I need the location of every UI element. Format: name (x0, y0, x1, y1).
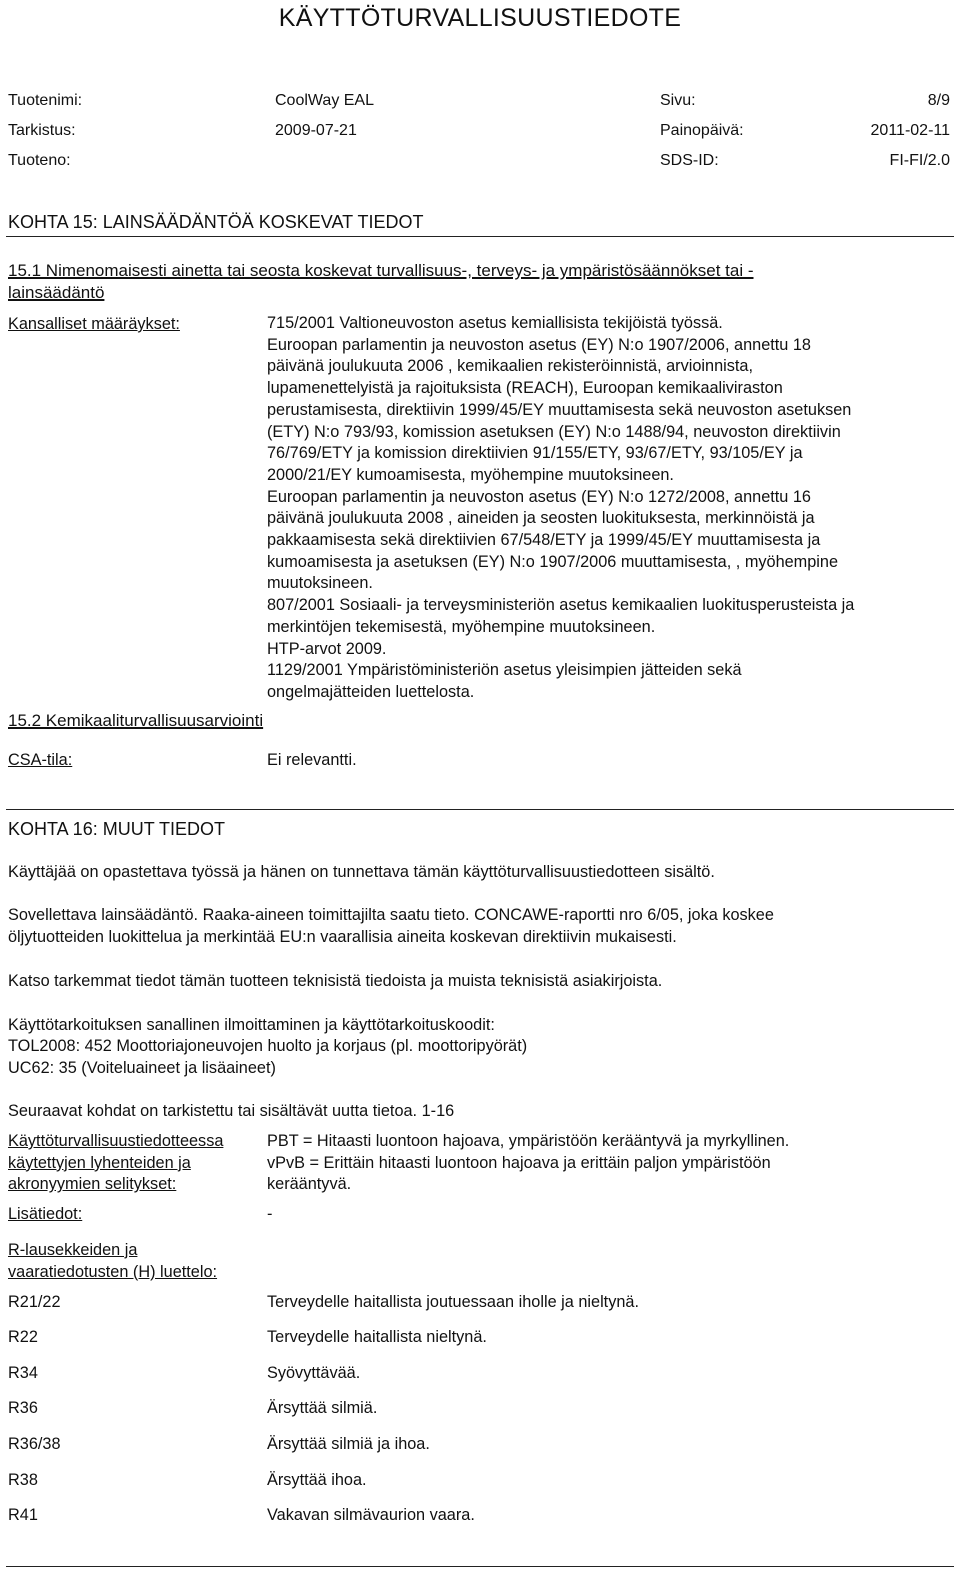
r-phrase-text: Terveydelle haitallista joutuessaan iholle ja nieltynä. (267, 1293, 639, 1311)
section-15-title: KOHTA 15: LAINSÄÄDÄNTÖÄ KOSKEVAT TIEDOT (8, 212, 424, 232)
text-line: (ETY) N:o 793/93, komission asetuksen (EY) N:o 1488/94, neuvoston direktiivin (267, 422, 841, 441)
text-line: kumoamisesta ja asetuksen (EY) N:o 1907/2006 muuttamisesta, , myöhempine (267, 552, 839, 571)
text-line: HTP-arvot 2009. (267, 639, 387, 658)
label-line: R-lausekkeiden ja (8, 1241, 138, 1259)
r-phrase-code: R34 (8, 1364, 38, 1382)
document-title: KÄYTTÖTURVALLISUUSTIEDOTE (278, 4, 682, 32)
paragraph-line: Sovellettava lainsäädäntö. Raaka-aineen toimittajilta saatu tieto. CONCAWE-raportti nro 6/05, joka koskee (8, 906, 774, 924)
text-line: 1129/2001 Ympäristöministeriön asetus yleisimpien jätteiden sekä (267, 661, 742, 680)
text-line: päivänä joulukuuta 2006 , kemikaalien rekisteröinnistä, arvioinnista, (267, 357, 754, 376)
section-16-title: KOHTA 16: MUUT TIEDOT (8, 819, 226, 839)
page-number: 8/9 (927, 92, 950, 109)
text-line: pakkaamisesta sekä direktiivien 67/548/ETY ja 1999/45/EY muuttamisesta ja (267, 531, 821, 550)
revision-date: 2009-07-21 (275, 122, 357, 139)
text-line: lupamenettelyistä ja rajoituksista (REACH), Euroopan kemikaaliviraston (267, 379, 783, 398)
label-line: käytettyjen lyhenteiden ja (8, 1153, 191, 1172)
abbreviations-text (267, 1131, 789, 1196)
additional-info-label: Lisätiedot: (8, 1205, 83, 1223)
r-phrase-text: Terveydelle haitallista nieltynä. (267, 1328, 487, 1346)
revision-label: Tarkistus: (8, 122, 76, 139)
paragraph-line: TOL2008: 452 Moottoriajoneuvojen huolto ja korjaus (pl. moottoripyörät) (8, 1037, 528, 1055)
r-phrase-code: R36/38 (8, 1435, 61, 1453)
r-phrase-text: Ärsyttää ihoa. (267, 1471, 367, 1489)
paragraph-line: Käyttötarkoituksen sanallinen ilmoittaminen ja käyttötarkoituskoodit: (8, 1016, 495, 1034)
product-name-label: Tuotenimi: (8, 92, 83, 109)
text-line: merkintöjen tekemisestä, myöhempine muutoksineen. (267, 617, 656, 636)
r-phrase-text: Ärsyttää silmiä. (267, 1399, 378, 1417)
paragraph: Seuraavat kohdat on tarkistettu tai sisältävät uutta tietoa. 1-16 (8, 1102, 455, 1120)
product-number-label: Tuoteno: (8, 152, 71, 169)
text-line: vPvB = Erittäin hitaasti luontoon hajoava ja erittäin paljon ympäristöön (267, 1153, 771, 1172)
csa-value: Ei relevantti. (267, 751, 357, 769)
text-line: ongelmajätteiden luettelosta. (267, 682, 475, 701)
text-line: päivänä joulukuuta 2008 , aineiden ja seosten luokituksesta, merkinnöistä ja (267, 509, 815, 528)
label-line: akronyymien selitykset: (8, 1175, 177, 1194)
paragraph: Katso tarkemmat tiedot tämän tuotteen teknisistä tiedoista ja muista teknisistä asiakirjoista. (8, 972, 663, 990)
text-line: muutoksineen. (267, 574, 373, 593)
abbreviations-label (8, 1131, 223, 1196)
csa-label: CSA-tila: (8, 751, 73, 769)
print-date: 2011-02-11 (870, 122, 950, 139)
r-phrase-code: R36 (8, 1399, 38, 1417)
national-regulations-label: Kansalliset määräykset: (8, 315, 180, 333)
subsection-15-1-title-line1: 15.1 Nimenomaisesti ainetta tai seosta koskevat turvallisuus-, terveys- ja ympäristösäännökset tai - (8, 261, 754, 280)
r-phrase-code: R22 (8, 1328, 38, 1346)
r-phrase-text: Vakavan silmävaurion vaara. (267, 1506, 475, 1524)
sds-id-label: SDS-ID: (660, 152, 719, 169)
r-phrase-text: Syövyttävää. (267, 1364, 361, 1382)
text-line: perustamisesta, direktiivin 1999/45/EY muuttamisesta sekä neuvoston asetuksen (267, 400, 852, 419)
text-line: 807/2001 Sosiaali- ja terveysministeriön asetus kemikaalien luokitusperusteista ja (267, 596, 855, 615)
subsection-15-2-title: 15.2 Kemikaaliturvallisuusarviointi (8, 711, 264, 730)
sds-id: FI-FI/2.0 (889, 152, 950, 169)
label-line: Käyttöturvallisuustiedotteessa (8, 1132, 224, 1150)
section-divider (6, 809, 954, 810)
additional-info-value: - (267, 1205, 273, 1223)
text-line: 2000/21/EY kumoamisesta, myöhempine muutoksineen. (267, 465, 674, 484)
text-line: PBT = Hitaasti luontoon hajoava, ympäristöön kerääntyvä ja myrkyllinen. (267, 1132, 790, 1150)
r-phrase-code: R38 (8, 1471, 38, 1489)
label-line: vaaratiedotusten (H) luettelo: (8, 1262, 218, 1281)
section-divider (6, 236, 954, 237)
footer-divider (6, 1566, 954, 1567)
r-phrase-code: R21/22 (8, 1293, 61, 1311)
national-regulations-text (267, 313, 854, 704)
r-phrase-text: Ärsyttää silmiä ja ihoa. (267, 1435, 430, 1453)
text-line: Euroopan parlamentin ja neuvoston asetus (EY) N:o 1272/2008, annettu 16 (267, 487, 811, 506)
r-phrase-code: R41 (8, 1506, 38, 1524)
text-line: Euroopan parlamentin ja neuvoston asetus (EY) N:o 1907/2006, annettu 18 (267, 335, 811, 354)
text-line: kerääntyvä. (267, 1175, 352, 1194)
text-line: 715/2001 Valtioneuvoston asetus kemiallisista tekijöistä työssä. (267, 314, 723, 332)
paragraph-line: UC62: 35 (Voiteluaineet ja lisäaineet) (8, 1059, 276, 1077)
print-date-label: Painopäivä: (660, 122, 744, 139)
product-name: CoolWay EAL (275, 92, 374, 109)
text-line: 76/769/ETY ja komission direktiivien 91/155/ETY, 93/67/ETY, 93/105/EY ja (267, 444, 803, 463)
page-label: Sivu: (660, 92, 696, 109)
r-phrases-label (8, 1240, 217, 1283)
subsection-15-1-title-line2: lainsäädäntö (8, 283, 105, 302)
paragraph-line: öljytuotteiden luokittelua ja merkintää EU:n vaarallisia aineita koskevan direktiivin mukaisesti. (8, 928, 677, 946)
paragraph: Käyttäjää on opastettava työssä ja hänen on tunnettava tämän käyttöturvallisuustiedotteen sisältö. (8, 863, 715, 881)
